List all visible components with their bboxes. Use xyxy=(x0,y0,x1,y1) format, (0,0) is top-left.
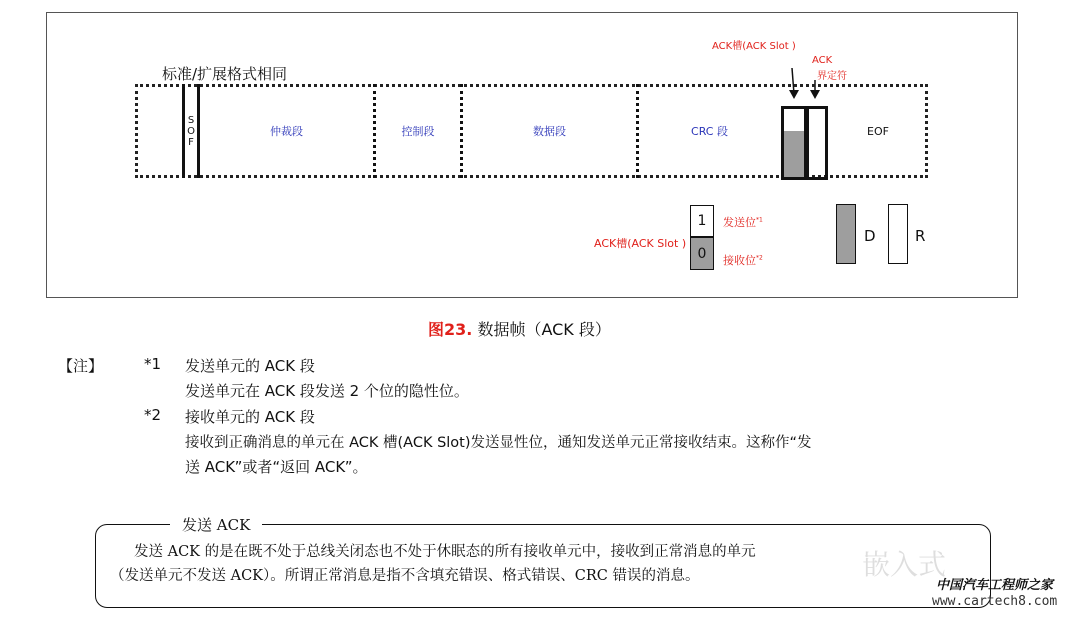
sof-letter-o: O xyxy=(187,125,195,137)
bit-one-box: 1 xyxy=(690,205,714,237)
ack-delimiter-label-line1: ACK xyxy=(812,55,833,66)
recv-bit-note: *2 xyxy=(756,254,763,262)
send-bit-note: *1 xyxy=(756,216,763,224)
bit-zero-box: 0 xyxy=(690,237,714,270)
send-bit-text: 发送位 xyxy=(723,216,756,229)
note-tag: 【注】 xyxy=(58,357,104,375)
recv-bit-text: 接收位 xyxy=(723,254,756,267)
ack-delimiter-label-line2: 界定符 xyxy=(817,71,847,82)
recv-bit-label xyxy=(723,252,763,268)
arbitration-field: 仲裁段 xyxy=(270,125,303,138)
note2-body-line2: 送 ACK”或者“返回 ACK”。 xyxy=(185,458,368,476)
format-note-label: 标准/扩展格式相同 xyxy=(162,65,288,83)
faint-watermark-text: 嵌入式 xyxy=(862,548,947,581)
caption-number: 图23. xyxy=(428,320,473,339)
ack-delimiter-field xyxy=(806,106,828,180)
sof-letter-s: S xyxy=(187,114,195,126)
ack-box-line2: （发送单元不发送 ACK）。所谓正常消息是指不含填充错误、格式错误、CRC 错误的消息。 xyxy=(110,568,700,584)
note1-mark: *1 xyxy=(144,355,162,373)
dominant-legend-box xyxy=(836,204,856,264)
crc-field: CRC 段 xyxy=(691,125,728,138)
ack-box-title: 发送 ACK xyxy=(170,514,262,535)
control-field: 控制段 xyxy=(401,125,435,138)
sof-field xyxy=(184,84,198,178)
ack-slot-dominant-fill xyxy=(784,131,804,177)
send-bit-label xyxy=(723,214,763,230)
recessive-legend-label: R xyxy=(915,227,926,245)
sof-letter-f: F xyxy=(188,136,194,148)
note2-body-line1: 接收到正确消息的单元在 ACK 槽(ACK Slot)发送显性位，通知发送单元正常接收结束。这称作“发 xyxy=(185,435,812,451)
ack-slot-top-label: ACK槽(ACK Slot ) xyxy=(712,41,796,52)
figure-caption xyxy=(428,317,611,340)
ack-slot-side-label: ACK槽(ACK Slot ) xyxy=(594,237,687,250)
note1-body: 发送单元在 ACK 段发送 2 个位的隐性位。 xyxy=(185,382,469,400)
dominant-legend-label: D xyxy=(864,227,876,245)
data-field: 数据段 xyxy=(533,125,566,138)
note1-title: 发送单元的 ACK 段 xyxy=(185,357,315,375)
eof-field: EOF xyxy=(867,124,889,138)
recessive-legend-box xyxy=(888,204,908,264)
ack-box-line1: 发送 ACK 的是在既不处于总线关闭态也不处于休眠态的所有接收单元中，接收到正常消息的单元 xyxy=(134,544,756,560)
site-watermark-name: 中国汽车工程师之家 xyxy=(936,578,1054,593)
note2-title: 接收单元的 ACK 段 xyxy=(185,408,315,426)
ack-slot-field xyxy=(781,106,807,180)
site-watermark-url: www.cartech8.com xyxy=(932,594,1058,609)
note2-mark: *2 xyxy=(144,406,162,424)
caption-text: 数据帧（ACK 段） xyxy=(477,320,611,339)
